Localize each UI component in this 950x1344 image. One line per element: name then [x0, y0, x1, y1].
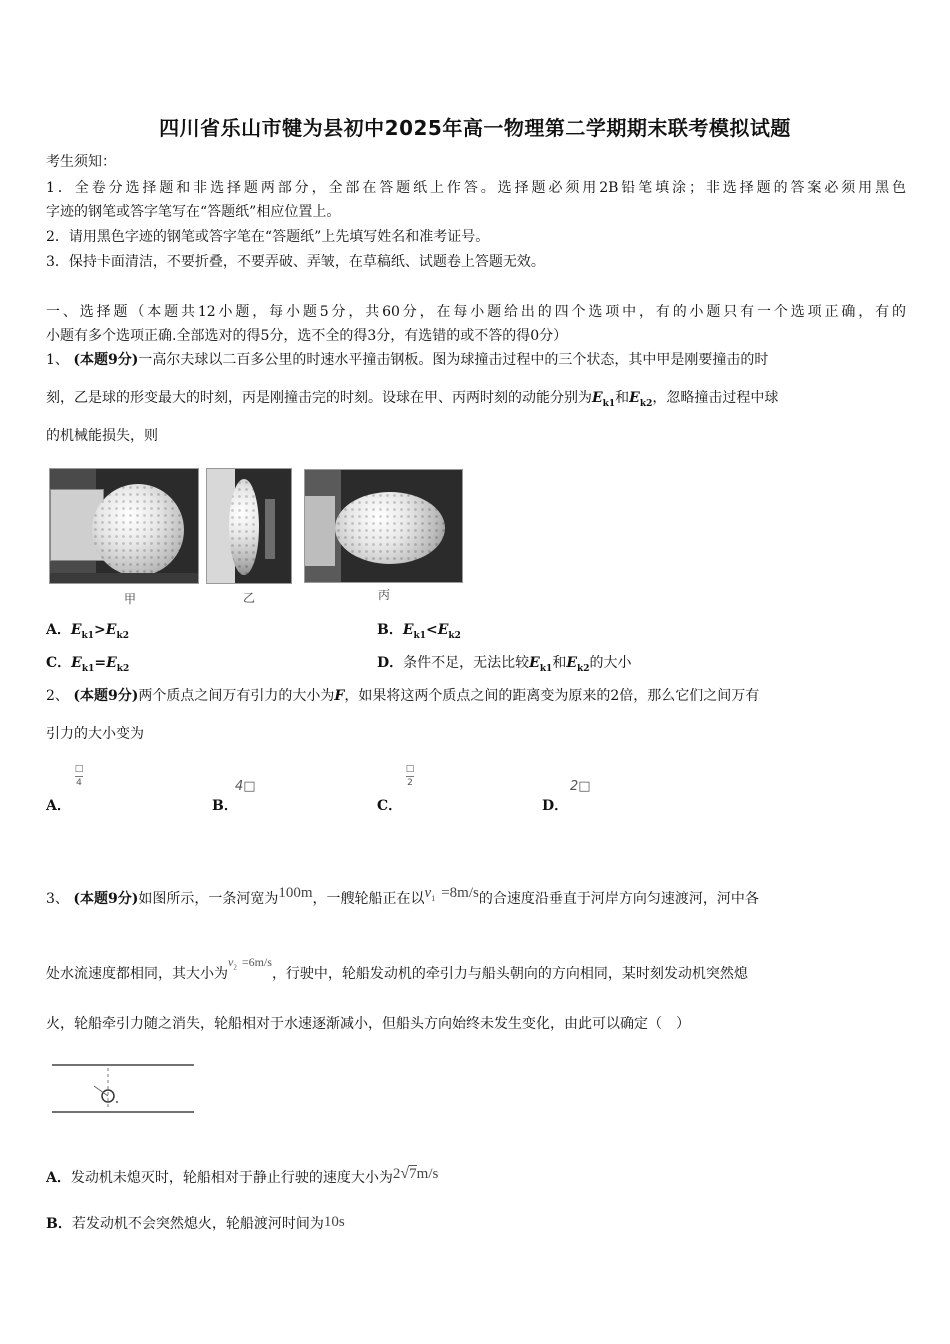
- notice-item-3: 3．保持卡面清洁，不要折叠，不要弄破、弄皱，在草稿纸、试题卷上答题无效。: [46, 254, 545, 270]
- section-header-line-1: 一、选择题（本题共12小题，每小题5分，共60分，在每小题给出的四个选项中，有的小题只有一个选项正确，有的: [46, 304, 906, 320]
- question-1-line-2: 刻，乙是球的形变最大的时刻，丙是刚撞击完的时刻。设球在甲、丙两时刻的动能分别为$E_{k1}$和$E_{k2}$，忽略撞击过程中球: [46, 390, 779, 409]
- notice-item-2: 2．请用黑色字迹的钢笔或答字笔在“答题纸”上先填写姓名和准考证号。: [46, 229, 490, 245]
- caption-yi: 乙: [243, 591, 256, 605]
- q2-option-c-fraction: □ 2: [405, 764, 415, 788]
- caption-bing: 丙: [378, 588, 391, 602]
- question-3-line-1: 3、 (本题9分)如图所示，一条河宽为100m，一艘轮船正在以$v_1 =8m/s$的合速度沿垂直于河岸方向匀速渡河，河中各: [46, 885, 759, 907]
- notice-heading: 考生须知：: [46, 154, 116, 170]
- section-header-line-2: 小题有多个选项正确.全部选对的得5分，选不全的得3分，有选错的或不答的得0分）: [46, 328, 568, 344]
- question-1-line-3: 的机械能损失，则: [46, 428, 158, 444]
- river-diagram: [50, 1058, 196, 1120]
- q1-option-c[interactable]: C．$E_{k1}=E_{k2}$: [46, 655, 130, 674]
- q3-option-a[interactable]: A．发动机未熄灭时，轮船相对于静止行驶的速度大小为2√7m/s: [46, 1165, 439, 1186]
- question-points: (本题9分): [73, 352, 139, 368]
- caption-jia: 甲: [124, 592, 137, 606]
- notice-item-1-line-2: 字迹的钢笔或答字笔写在“答题纸”相应位置上。: [46, 204, 341, 220]
- q2-option-b-label[interactable]: B．: [212, 798, 238, 814]
- question-3-line-2: 处水流速度都相同，其大小为$v_2 =6m/s$，行驶中，轮船发动机的牵引力与船头朝向的方向相同，某时刻发动机突然熄: [46, 955, 748, 982]
- q2-option-a-fraction: □ 4: [74, 764, 84, 788]
- q3-option-b[interactable]: B．若发动机不会突然熄火，轮船渡河时间为10s: [46, 1214, 345, 1232]
- q2-option-d-label[interactable]: D．: [542, 798, 569, 814]
- q2-option-c-label[interactable]: C．: [377, 798, 403, 814]
- q1-option-d[interactable]: D．条件不足，无法比较$E_{k1}$和$E_{k2}$的大小: [377, 655, 632, 674]
- q2-option-b-value: 4□: [235, 779, 256, 794]
- question-2-line-1: 2、 (本题9分)两个质点之间万有引力的大小为F，如果将这两个质点之间的距离变为原来的2倍，那么它们之间万有: [46, 688, 760, 704]
- q1-option-a[interactable]: A．$E_{k1}>E_{k2}$: [46, 622, 129, 641]
- question-2-line-2: 引力的大小变为: [46, 726, 144, 742]
- golf-ball-photo-yi: [206, 468, 292, 584]
- q2-option-d-value: 2□: [570, 779, 591, 794]
- question-number: 3、: [46, 891, 69, 907]
- question-number: 1、: [46, 352, 69, 368]
- q1-option-b[interactable]: B．$E_{k1}<E_{k2}$: [377, 622, 461, 641]
- question-points: (本题9分): [73, 891, 139, 907]
- page-title: 四川省乐山市犍为县初中2025年高一物理第二学期期末联考模拟试题: [159, 116, 791, 140]
- golf-ball-photo-jia: [49, 468, 199, 584]
- q2-option-a-label[interactable]: A．: [46, 798, 71, 814]
- question-points: (本题9分): [73, 688, 139, 704]
- notice-item-1-line-1: 1．全卷分选择题和非选择题两部分，全部在答题纸上作答。选择题必须用2B铅笔填涂；非选择题的答案必须用黑色: [46, 180, 906, 196]
- question-3-line-3: 火，轮船牵引力随之消失，轮船相对于水速逐渐减小，但船头方向始终未发生变化，由此可以确定（ ）: [46, 1016, 690, 1032]
- golf-ball-photo-bing: [304, 469, 463, 583]
- question-number: 2、: [46, 688, 69, 704]
- question-1-line-1: 1、 (本题9分)一高尔夫球以二百多公里的时速水平撞击钢板。图为球撞击过程中的三个状态，其中甲是刚要撞击的时: [46, 352, 769, 368]
